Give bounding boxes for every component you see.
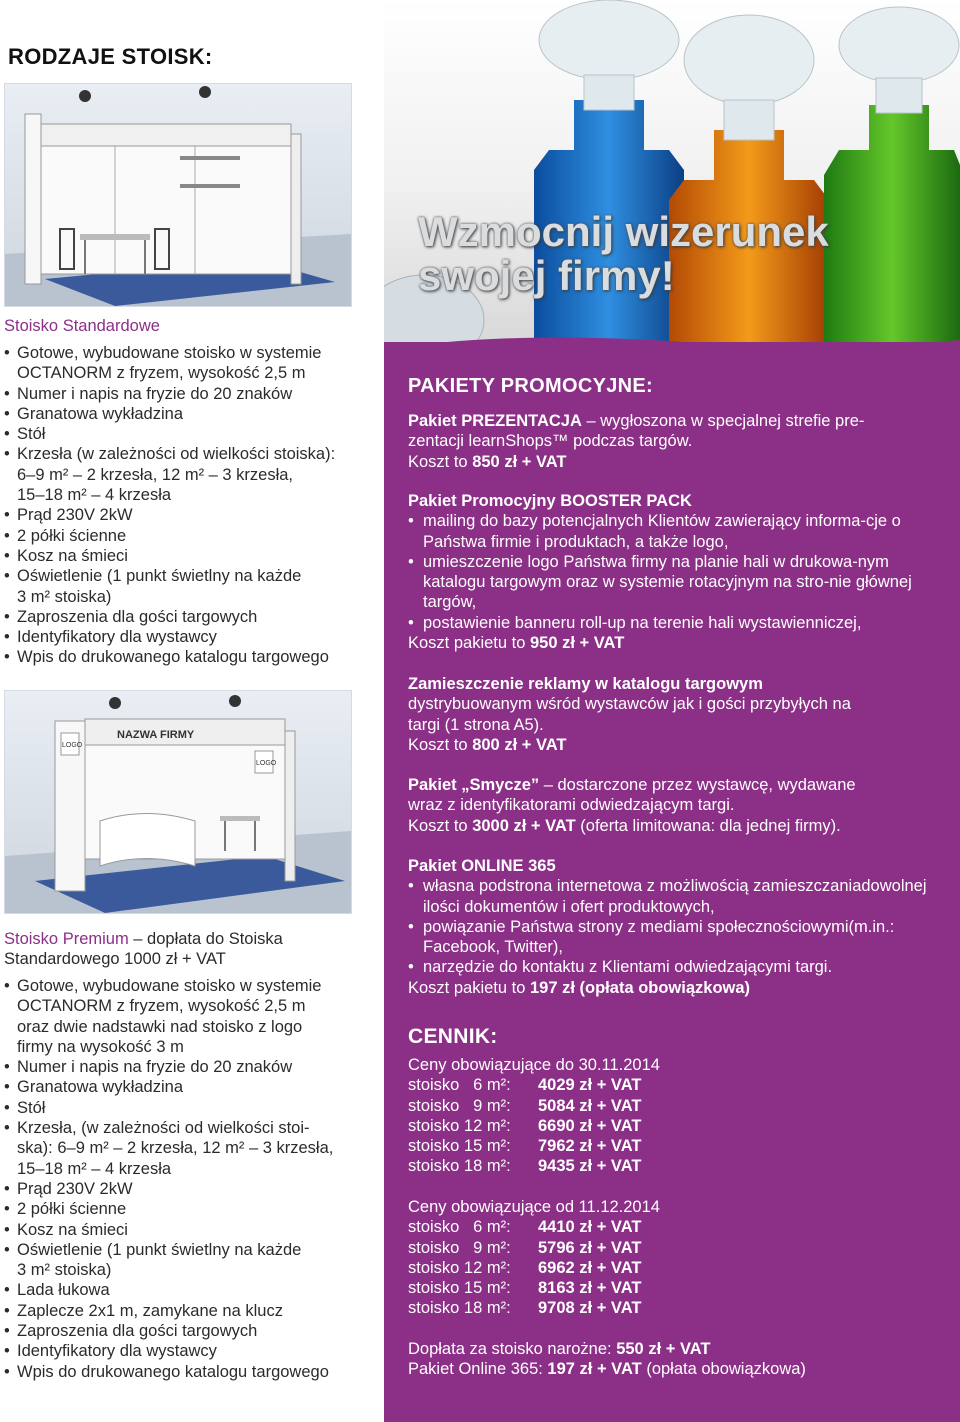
list-item — [4, 546, 380, 566]
list-item-line: 15–18 m² – 4 krzesła — [17, 486, 172, 505]
price-value: 8163 zł + VAT — [538, 1279, 642, 1298]
list-item — [4, 1220, 380, 1240]
list-item-line: • Lada łukowa — [17, 1281, 110, 1300]
list-item-line: • Oświetlenie (1 punkt świetlny na każde — [17, 1240, 302, 1259]
list-item-line: dowolnej ilości dokumentów i ofert produktowych, — [423, 877, 927, 916]
list-item — [4, 1301, 380, 1321]
list-item-line: • Oświetlenie (1 punkt świetlny na każde — [17, 567, 302, 586]
price-label: stoisko 9 m²: — [408, 1238, 511, 1257]
prezentacja-desc2: zentacji learnShops™ podczas targów. — [408, 432, 693, 451]
prezentacja-cost: 850 zł + VAT — [472, 452, 567, 471]
list-item-line: nym katalogu targowym oraz w systemie rotacyjnym na stro- — [423, 552, 889, 592]
list-item — [408, 613, 948, 633]
booster-name: Pakiet Promocyjny BOOSTER PACK — [408, 492, 692, 510]
online-name: Pakiet ONLINE 365 — [408, 857, 556, 875]
prezentacja-name: Pakiet PREZENTACJA — [408, 412, 582, 430]
prezentacja-cost-prefix: Koszt to — [408, 452, 473, 471]
list-item-line: (m.in.: Facebook, Twitter), — [423, 917, 895, 957]
list-item — [4, 1118, 380, 1179]
corner-fee-value: 550 zł + VAT — [616, 1340, 711, 1358]
logo-label-2: LOGO — [256, 760, 277, 767]
list-item-line: • Kosz na śmieci — [17, 546, 128, 565]
booster-items — [408, 511, 948, 633]
list-item — [4, 1362, 380, 1382]
list-item-line: • Stół — [17, 425, 46, 444]
frieze-label: NAZWA FIRMY — [117, 729, 195, 741]
list-item-line: 3 m² stoiska) — [17, 587, 112, 606]
premium-features — [4, 976, 380, 1382]
price-list-2 — [408, 1197, 948, 1319]
list-item-line: OCTANORM z fryzem, wysokość 2,5 m — [17, 997, 306, 1016]
list-item — [4, 1179, 380, 1199]
list-item-line: nie głównej targów, — [423, 573, 912, 612]
price-value: 4029 zł + VAT — [538, 1076, 642, 1095]
price-label: stoisko 6 m²: — [408, 1218, 511, 1237]
price-list-1-title: Ceny obowiązujące do 30.11.2014 — [408, 1056, 660, 1074]
reklama-line-2: targi (1 strona A5). — [408, 715, 544, 734]
booster-cost-prefix: Koszt pakietu to — [408, 634, 530, 653]
price-label: stoisko 18 m²: — [408, 1157, 511, 1176]
premium-title — [4, 929, 283, 969]
list-item-line: • 2 półki ścienne — [17, 1200, 127, 1219]
price-label: stoisko 15 m²: — [408, 1279, 511, 1298]
online-items — [408, 876, 948, 977]
premium-booth-image — [4, 690, 352, 914]
smycze-cost-note: (oferta limitowana: dla jednej firmy). — [575, 816, 841, 835]
list-item-line: 3 m² stoiska) — [17, 1261, 112, 1280]
left-column — [0, 0, 384, 1422]
list-item — [4, 1341, 380, 1361]
list-item-line: • Numer i napis na fryzie do 20 znaków — [17, 384, 293, 403]
list-item-line: powiązanie Państwa strony z mediami społecznościowymi — [423, 917, 849, 936]
price-value: 9435 zł + VAT — [538, 1157, 642, 1176]
price-list-2-title: Ceny obowiązujące od 11.12.2014 — [408, 1198, 660, 1216]
smycze-desc2: wraz z identyfikatorami odwiedzającym targi. — [408, 796, 735, 815]
price-label: stoisko 12 m²: — [408, 1258, 511, 1277]
price-list-1 — [408, 1055, 948, 1177]
price-value: 5084 zł + VAT — [538, 1096, 642, 1115]
list-item — [4, 1321, 380, 1341]
smycze-cost-prefix: Koszt to — [408, 816, 473, 835]
price-label: stoisko 6 m²: — [408, 1076, 511, 1095]
package-booster — [408, 491, 948, 653]
list-item-line: umieszczenie logo Państwa firmy na planie hali w drukowa- — [423, 552, 858, 571]
list-item — [4, 444, 380, 505]
standard-booth-image — [4, 83, 352, 307]
reklama-cost: 800 zł + VAT — [472, 735, 567, 754]
list-item — [4, 424, 380, 444]
list-item-line: OCTANORM z fryzem, wysokość 2,5 m — [17, 364, 306, 383]
list-item — [4, 566, 380, 607]
package-smycze — [408, 775, 948, 836]
list-item — [4, 627, 380, 647]
slogan-line-2: swojej firmy! — [418, 252, 675, 299]
cennik-heading: CENNIK: — [408, 1025, 498, 1048]
price-row — [408, 1298, 948, 1318]
list-item — [408, 957, 948, 977]
price-value: 4410 zł + VAT — [538, 1218, 642, 1237]
list-item — [408, 552, 948, 613]
packages-heading: PAKIETY PROMOCYJNE: — [408, 375, 653, 397]
list-item — [4, 343, 380, 384]
online-cost: 197 zł (opłata obowiązkowa) — [530, 978, 751, 997]
list-item-line: ska): 6–9 m² – 2 krzesła, 12 m² – 3 krzesła, — [17, 1139, 334, 1158]
list-item — [4, 976, 380, 1057]
list-item — [4, 1199, 380, 1219]
package-online — [408, 856, 948, 998]
list-item-line: 15–18 m² – 4 krzesła — [17, 1159, 172, 1178]
list-item — [408, 917, 948, 958]
price-row — [408, 1096, 948, 1116]
list-item-line: • Granatowa wykładzina — [17, 404, 183, 423]
extra-fees — [408, 1339, 948, 1380]
list-item-line: • Granatowa wykładzina — [17, 1078, 183, 1097]
price-value: 9708 zł + VAT — [538, 1299, 642, 1318]
list-item — [408, 511, 948, 552]
list-item-line: 6–9 m² – 2 krzesła, 12 m² – 3 krzesła, — [17, 465, 294, 484]
price-row — [408, 1136, 948, 1156]
price-row — [408, 1217, 948, 1237]
slogan-line-1: Wzmocnij wizerunek — [418, 208, 829, 255]
premium-title-line2: Standardowego 1000 zł + VAT — [4, 950, 226, 968]
page-heading: RODZAJE STOISK: — [8, 44, 213, 69]
list-item-line: oraz dwie nadstawki nad stoisko z logo — [17, 1017, 303, 1036]
list-item-line: • Zaplecze 2x1 m, zamykane na klucz — [17, 1301, 283, 1320]
list-item-line: • Prąd 230V 2kW — [17, 506, 133, 525]
price-label: stoisko 18 m²: — [408, 1299, 511, 1318]
list-item-line: • Kosz na śmieci — [17, 1220, 128, 1239]
list-item-line: cje o Państwa firmie i produktach, a także logo, — [423, 512, 901, 551]
list-item-line: • Zaproszenia dla gości targowych — [17, 1322, 258, 1341]
booster-cost: 950 zł + VAT — [530, 634, 625, 653]
list-item-line: narzędzie do kontaktu z Klientami odwiedzającymi targi. — [423, 958, 833, 977]
smycze-name: Pakiet „Smycze” — [408, 776, 540, 794]
list-item-line: • Identyfikatory dla wystawcy — [17, 628, 217, 647]
price-row — [408, 1278, 948, 1298]
list-item — [4, 607, 380, 627]
list-item — [408, 876, 948, 917]
price-value: 7962 zł + VAT — [538, 1137, 642, 1156]
price-value: 6690 zł + VAT — [538, 1116, 642, 1135]
list-item-line: • Identyfikatory dla wystawcy — [17, 1342, 217, 1361]
list-item-line: • Gotowe, wybudowane stoisko w systemie — [17, 344, 322, 362]
list-item-line: • Zaproszenia dla gości targowych — [17, 607, 258, 626]
list-item — [4, 1098, 380, 1118]
reklama-cost-prefix: Koszt to — [408, 735, 473, 754]
right-column — [384, 0, 960, 1422]
standard-title: Stoisko Standardowe — [4, 317, 160, 335]
price-label: stoisko 9 m²: — [408, 1096, 511, 1115]
list-item — [4, 1057, 380, 1077]
list-item — [4, 1280, 380, 1300]
price-row — [408, 1156, 948, 1176]
premium-title-rest: – dopłata do Stoiska — [128, 930, 283, 948]
list-item — [4, 1240, 380, 1281]
list-item-line: • Krzesła (w zależności od wielkości stoiska): — [17, 445, 336, 464]
list-item-line: • 2 półki ścienne — [17, 526, 127, 545]
list-item-line: postawienie banneru roll-up na terenie hali wystawienniczej, — [423, 613, 862, 632]
prezentacja-desc1: – wygłoszona w specjalnej strefie pre- — [581, 412, 865, 430]
list-item-line: firmy na wysokość 3 m — [17, 1037, 184, 1056]
reklama-line-1: dystrybuowanym wśród wystawców jak i gości przybyłych na — [408, 695, 851, 714]
standard-features — [4, 343, 380, 668]
list-item — [4, 505, 380, 525]
smycze-desc1: – dostarczone przez wystawcę, wydawane — [539, 776, 856, 794]
price-value: 6962 zł + VAT — [538, 1258, 642, 1277]
list-item-line: • Gotowe, wybudowane stoisko w systemie — [17, 977, 322, 995]
reklama-name: Zamieszczenie reklamy w katalogu targowym — [408, 675, 763, 693]
list-item-line: własna podstrona internetowa z możliwością zamieszczania — [423, 877, 862, 896]
online-fee-label: Pakiet Online 365: — [408, 1360, 548, 1379]
price-label: stoisko 15 m²: — [408, 1137, 511, 1156]
online-cost-prefix: Koszt pakietu to — [408, 978, 530, 997]
list-item-line: • Stół — [17, 1098, 46, 1117]
slogan — [418, 210, 938, 298]
price-row — [408, 1258, 948, 1278]
list-item — [4, 384, 380, 404]
price-row — [408, 1238, 948, 1258]
online-fee-value: 197 zł + VAT — [547, 1360, 642, 1379]
list-item — [4, 647, 380, 667]
list-item — [4, 526, 380, 546]
list-item-line: mailing do bazy potencjalnych Klientów zawierający informa- — [423, 512, 866, 531]
logo-label-1: LOGO — [62, 742, 83, 749]
price-row — [408, 1075, 948, 1095]
list-item-line: • Numer i napis na fryzie do 20 znaków — [17, 1058, 293, 1077]
package-reklama — [408, 674, 948, 755]
list-item-line: • Wpis do drukowanego katalogu targowego — [17, 648, 329, 667]
package-prezentacja — [408, 411, 948, 472]
list-item-line: • Krzesła, (w zależności od wielkości stoi- — [17, 1119, 310, 1138]
online-fee-note: (opłata obowiązkowa) — [641, 1360, 806, 1379]
premium-title-name: Stoisko Premium — [4, 930, 129, 948]
list-item — [4, 1077, 380, 1097]
price-value: 5796 zł + VAT — [538, 1238, 642, 1257]
price-row — [408, 1116, 948, 1136]
list-item — [4, 404, 380, 424]
list-item-line: • Prąd 230V 2kW — [17, 1179, 133, 1198]
list-item-line: • Wpis do drukowanego katalogu targowego — [17, 1362, 329, 1381]
price-label: stoisko 12 m²: — [408, 1116, 511, 1135]
smycze-cost: 3000 zł + VAT — [472, 816, 576, 835]
corner-fee-label: Dopłata za stoisko narożne: — [408, 1340, 617, 1358]
